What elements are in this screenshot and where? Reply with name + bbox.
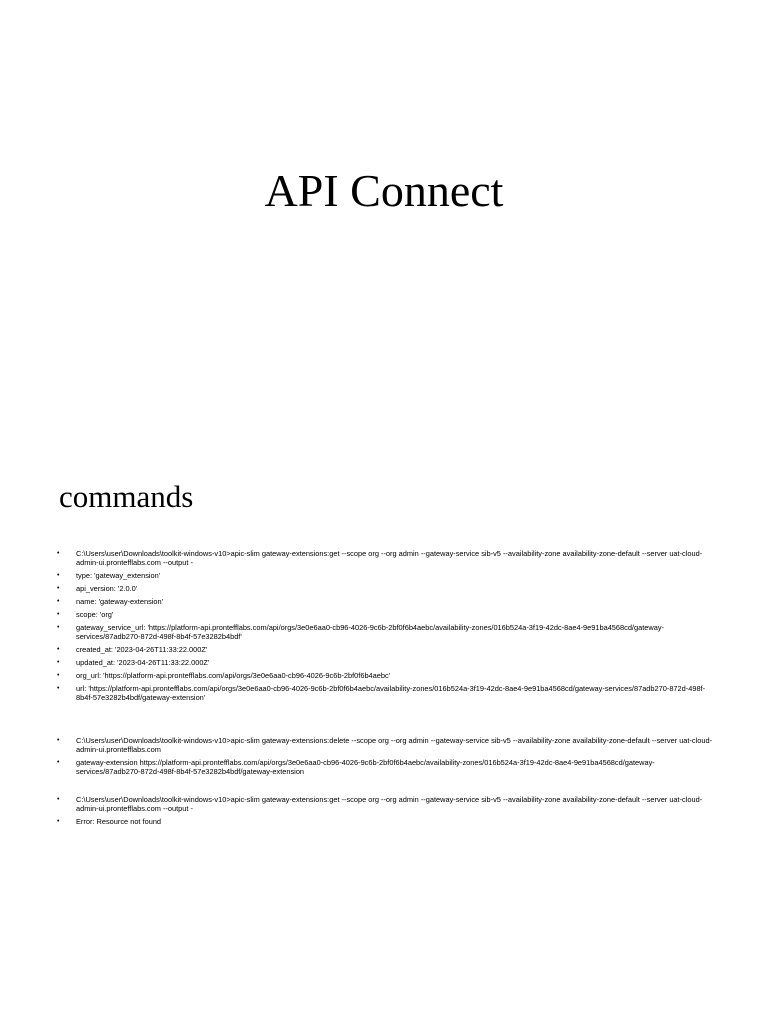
list-item [57, 671, 717, 680]
bullet-icon: • [57, 646, 60, 653]
bullet-icon: • [57, 818, 60, 825]
list-item-text: Error: Resource not found [76, 817, 162, 826]
bullet-icon: • [57, 659, 60, 666]
list-item-text: updated_at: '2023-04-26T11:33:22.000Z' [76, 658, 210, 667]
list-item-text: gateway-extension https://platform-api.prontefflabs.com/api/orgs/3e0e6aa0-cb96-4026-9c6b-2bf0f6b4aebc/availability-zones/016b524a-3f19-42dc-8ae4-9e91ba4568cd/gateway-services/87adb270-872d-498f-8b4f-57e3282b4bdf/gateway-extension [76, 758, 655, 776]
list-item-text: scope: 'org' [76, 610, 114, 619]
list-item [57, 817, 717, 826]
page-title: API Connect [264, 165, 504, 216]
command-output-block-delete [57, 736, 717, 780]
command-output-block-get [57, 549, 717, 706]
list-item [57, 571, 717, 580]
list-item [57, 795, 717, 813]
bullet-icon: • [57, 572, 60, 579]
list-item-text: gateway_service_url: 'https://platform-api.prontefflabs.com/api/orgs/3e0e6aa0-cb96-4026-9c6b-2bf0f6b4aebc/availability-zones/016b524a-3f19-42dc-8ae4-9e91ba4568cd/gateway-services/87adb270-872d-498f-8b4f-57e3282b4bdf' [76, 623, 664, 641]
bullet-icon: • [57, 624, 60, 631]
command-output-block-get-error [57, 795, 717, 830]
list-item-text: api_version: '2.0.0' [76, 584, 138, 593]
bullet-icon: • [57, 685, 60, 692]
list-item [57, 597, 717, 606]
list-item [57, 610, 717, 619]
bullet-icon: • [57, 585, 60, 592]
list-item-text: url: 'https://platform-api.prontefflabs.com/api/orgs/3e0e6aa0-cb96-4026-9c6b-2bf0f6b4aebc/availability-zones/016b524a-3f19-42dc-8ae4-9e91ba4568cd/gateway-services/87adb270-872d-498f-8b4f-57e3282b4bdf/gateway-extension' [76, 684, 706, 702]
list-item [57, 684, 717, 702]
bullet-icon: • [57, 611, 60, 618]
section-heading: commands [59, 479, 194, 514]
bullet-icon: • [57, 759, 60, 766]
list-item-text: C:\Users\user\Downloads\toolkit-windows-v10>apic-slim gateway-extensions:get --scope org --org admin --gateway-service sib-v5 --availability-zone availability-zone-default --server uat-cloud-admin-ui.prontefflabs.com --output - [76, 795, 703, 813]
bullet-icon: • [57, 598, 60, 605]
list-item [57, 645, 717, 654]
bullet-icon: • [57, 796, 60, 803]
list-item [57, 623, 717, 641]
list-item-text: type: 'gateway_extension' [76, 571, 161, 580]
list-item-text: C:\Users\user\Downloads\toolkit-windows-v10>apic-slim gateway-extensions:get --scope org --org admin --gateway-service sib-v5 --availability-zone availability-zone-default --server uat-cloud-admin-ui.prontefflabs.com --output - [76, 549, 703, 567]
list-item [57, 584, 717, 593]
list-item [57, 549, 717, 567]
bullet-icon: • [57, 737, 60, 744]
list-item-text: name: 'gateway-extension' [76, 597, 164, 606]
bullet-icon: • [57, 672, 60, 679]
list-item-text: C:\Users\user\Downloads\toolkit-windows-v10>apic-slim gateway-extensions:delete --scope org --org admin --gateway-service sib-v5 --availability-zone availability-zone-default --server uat-cloud-admin-ui.prontefflabs.com [76, 736, 713, 754]
list-item [57, 736, 717, 754]
list-item [57, 658, 717, 667]
list-item-text: org_url: 'https://platform-api.prontefflabs.com/api/orgs/3e0e6aa0-cb96-4026-9c6b-2bf0f6b4aebc' [76, 671, 391, 680]
list-item-text: created_at: '2023-04-26T11:33:22.000Z' [76, 645, 208, 654]
bullet-icon: • [57, 550, 60, 557]
list-item [57, 758, 717, 776]
